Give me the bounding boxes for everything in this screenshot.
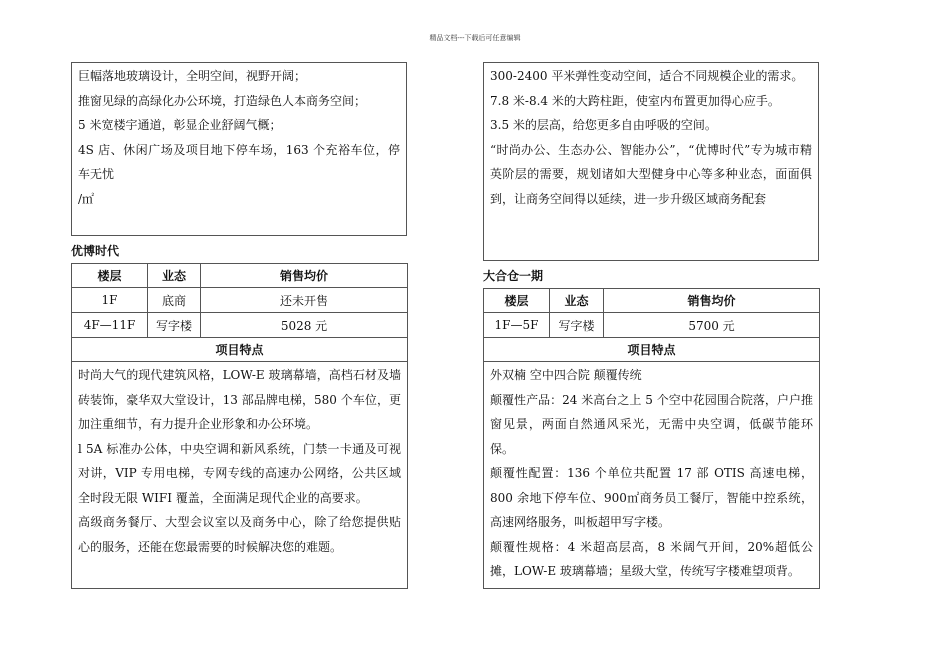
table-cell-price: 5700 元 xyxy=(604,313,820,338)
left-intro-box xyxy=(71,62,407,236)
table-cell-type: 写字楼 xyxy=(148,313,201,338)
features-cell xyxy=(72,362,408,589)
table-header-type: 业态 xyxy=(148,264,201,288)
right-intro-line: “时尚办公、生态办公、智能办公”，“优博时代”专为城市精英阶层的需要，规划诸如大型健身中心等多种业态，面面俱到，让商务空间得以延续，进一步升级区域商务配套 xyxy=(490,142,812,206)
right-intro-box xyxy=(483,62,819,261)
left-intro-line: 4S 店、休闲广场及项目地下停车场，163 个充裕车位，停车无忧 xyxy=(78,142,400,181)
feature-paragraph: 时尚大气的现代建筑风格，LOW-E 玻璃幕墙，高档石材及墙砖装饰，豪华双大堂设计，13 部品牌电梯，580 个车位，更加注重细节，有力提升企业形象和办公环境。 xyxy=(78,368,401,431)
left-intro-line: 巨幅落地玻璃设计，全明空间，视野开阔； xyxy=(78,69,307,83)
table-cell-floor: 4F—11F xyxy=(72,313,148,338)
table-cell-type: 写字楼 xyxy=(550,313,604,338)
right-section-title: 大合仓一期 xyxy=(483,269,544,283)
table-cell-floor: 1F—5F xyxy=(484,313,550,338)
table-header-floor: 楼层 xyxy=(484,289,550,313)
feature-paragraph: 颠覆性产品：24 米高台之上 5 个空中花园围合院落，户户推窗见景，两面自然通风采光，无需中央空调，低碳节能环保。 xyxy=(490,392,813,456)
table-header-floor: 楼层 xyxy=(72,264,148,288)
feature-paragraph: 外双楠 空中四合院 颠覆传统 xyxy=(490,368,642,382)
left-intro-line: 5 米宽楼宇通道，彰显企业舒阔气概； xyxy=(78,118,282,132)
feature-paragraph: 颠覆性规格：4 米超高层高，8 米阔气开间，20%超低公摊，LOW-E 玻璃幕墙；星级大堂，传统写字楼难望项背。 xyxy=(490,539,813,578)
features-heading: 项目特点 xyxy=(72,338,408,362)
left-section-title: 优博时代 xyxy=(71,244,120,258)
left-price-table xyxy=(71,263,408,589)
features-cell xyxy=(484,362,820,589)
table-row xyxy=(484,313,820,338)
right-price-table xyxy=(483,288,820,589)
right-intro-line: 300-2400 平米弹性变动空间，适合不同规模企业的需求。 xyxy=(490,69,804,83)
page-header: 精品文档---下载后可任意编辑 xyxy=(429,34,521,42)
right-intro-line: 7.8 米-8.4 米的大跨柱距，使室内布置更加得心应手。 xyxy=(490,93,780,108)
table-header-price: 销售均价 xyxy=(604,289,820,313)
table-cell-price: 5028 元 xyxy=(201,313,408,338)
table-header-type: 业态 xyxy=(550,289,604,313)
table-cell-floor: 1F xyxy=(72,288,148,313)
table-cell-type: 底商 xyxy=(148,288,201,313)
left-intro-line: 推窗见绿的高绿化办公环境，打造绿色人本商务空间； xyxy=(78,93,367,108)
features-heading: 项目特点 xyxy=(484,338,820,362)
feature-paragraph: 高级商务餐厅、大型会议室以及商务中心，除了给您提供贴心的服务，还能在您最需要的时候解决您的难题。 xyxy=(78,515,401,554)
feature-paragraph: 颠覆性配置：136 个单位共配置 17 部 OTIS 高速电梯，800 余地下停车位、900㎡商务员工餐厅，智能中控系统，高速网络服务，叫板超甲写字楼。 xyxy=(490,466,813,529)
table-header-price: 销售均价 xyxy=(201,264,408,288)
feature-paragraph: l 5A 标准办公体，中央空调和新风系统，门禁一卡通及可视对讲，VIP 专用电梯，专网专线的高速办公网络，公共区域全时段无限 WIFI 覆盖，全面满足现代企业的高要求。 xyxy=(78,441,401,505)
table-row xyxy=(72,288,408,313)
table-row xyxy=(72,313,408,338)
right-intro-line: 3.5 米的层高，给您更多自由呼吸的空间。 xyxy=(490,118,717,132)
left-intro-line: /㎡ xyxy=(78,191,95,206)
table-cell-price: 还未开售 xyxy=(201,288,408,313)
